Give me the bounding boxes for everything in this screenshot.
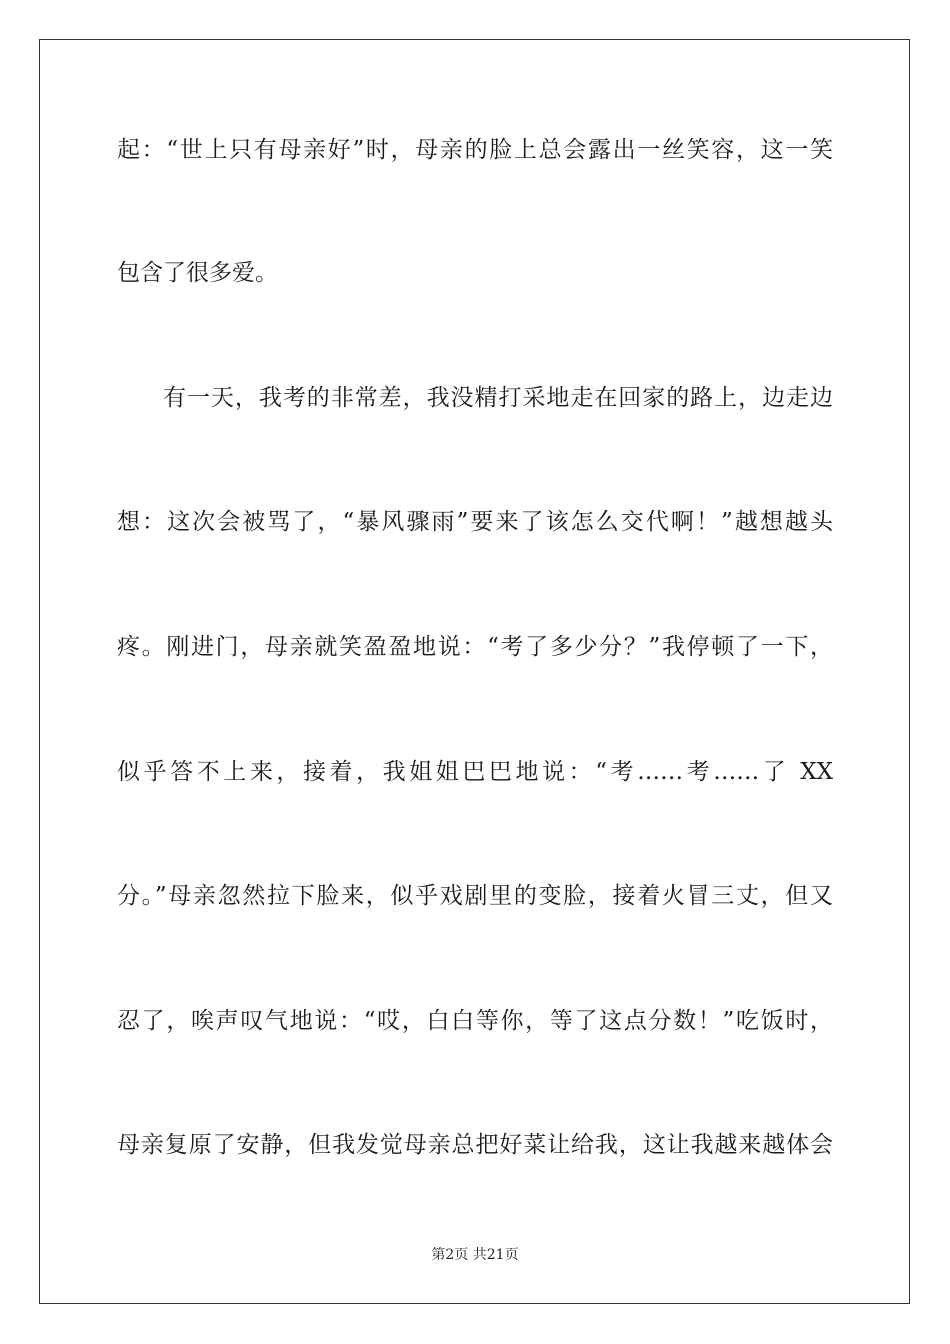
page-border: [39, 39, 910, 1304]
text-line-8: 忍了，唉声叹气地说：“哎，白白等你，等了这点分数！”吃饭时，: [117, 1008, 833, 1034]
text-line-1: 起：“世上只有母亲好”时，母亲的脸上总会露出一丝笑容，这一笑: [117, 137, 833, 163]
text-line-9: 母亲复原了安静，但我发觉母亲总把好菜让给我，这让我越来越体会: [117, 1132, 833, 1158]
text-line-5: 疼。刚进门，母亲就笑盈盈地说：“考了多少分？”我停顿了一下，: [117, 634, 833, 660]
text-line-6: 似乎答不上来，接着，我姐姐巴巴地说：“考……考……了 XX: [117, 759, 833, 785]
text-line-7: 分。”母亲忽然拉下脸来，似乎戏剧里的变脸，接着火冒三丈，但又: [117, 883, 833, 909]
page-footer: 第2页 共21页: [431, 1247, 519, 1263]
paragraph-start-line: 有一天，我考的非常差，我没精打采地走在回家的路上，边走边: [163, 385, 833, 411]
text-line-4: 想：这次会被骂了，“暴风骤雨”要来了该怎么交代啊！”越想越头: [117, 509, 833, 535]
text-line-2: 包含了很多爱。: [117, 260, 278, 286]
